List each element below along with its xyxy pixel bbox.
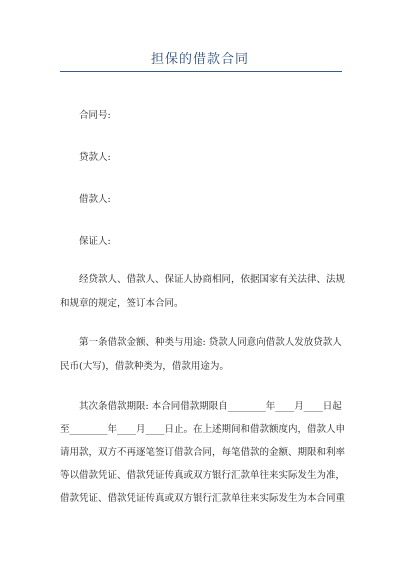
article-2-line: 其次条借款期限: 本合同借款期限自________年____月____日起 [79, 401, 342, 412]
contract-number-field: 合同号: [79, 110, 111, 121]
preamble-line: 和规章的规定，签订本合同。 [60, 298, 184, 309]
guarantor-field: 保证人: [79, 236, 111, 247]
article-1-line: 第一条借款金额、种类与用途: 贷款人同意向借款人发放贷款人 [79, 337, 342, 348]
article-2-paragraph [60, 401, 346, 505]
document-title: 担保的借款合同 [150, 52, 249, 67]
preamble-paragraph [60, 274, 346, 310]
article-2-line: 等以借款凭证、借款凭证传真或双方银行汇款单往来实际发生为准， [60, 470, 346, 481]
title-underline [60, 71, 342, 72]
article-2-line: 借款凭证、借款凭证传真或双方银行汇款单往来实际发生为本合同重 [60, 493, 346, 504]
article-2-line: 至________年____月____日止。在上述期间和借款额度内，借款人申 [60, 424, 346, 435]
article-1-line: 民币(大写)，借款种类为，借款用途为。 [60, 361, 229, 372]
preamble-line: 经贷款人、借款人、保证人协商相同，依据国家有关法律、法规 [79, 274, 346, 285]
lender-field: 贷款人: [79, 152, 111, 163]
borrower-field: 借款人: [79, 194, 111, 205]
article-1-paragraph [60, 337, 342, 373]
article-2-line: 请用款，双方不再逐笔签订借款合同，每笔借款的金额、期限和利率 [60, 447, 346, 458]
